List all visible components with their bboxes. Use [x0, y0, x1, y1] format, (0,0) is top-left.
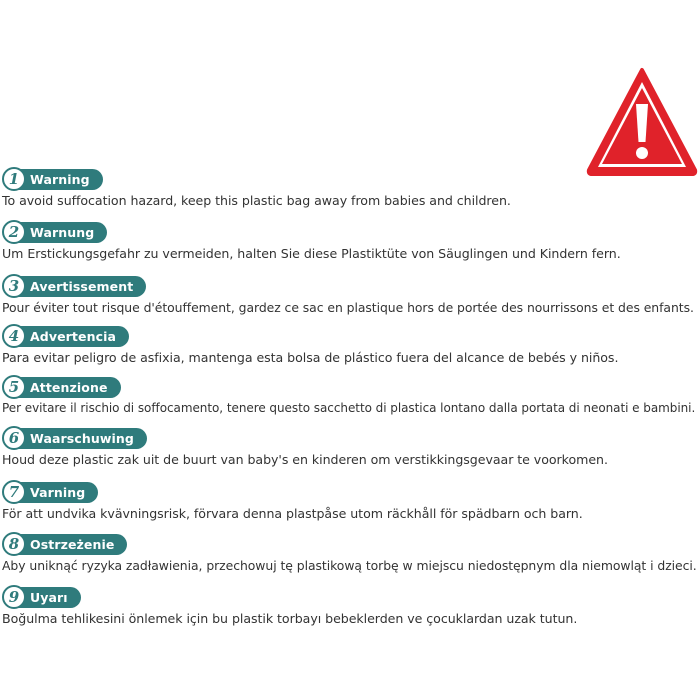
- badge-label: Warning: [14, 169, 103, 190]
- number-circle: 9: [2, 585, 26, 609]
- language-badge: [2, 480, 98, 504]
- number-circle: 5: [2, 375, 26, 399]
- badge-label: Varning: [14, 482, 98, 503]
- badge-label: Avertissement: [14, 276, 146, 297]
- badge-label: Warnung: [14, 222, 107, 243]
- warning-text: To avoid suffocation hazard, keep this plastic bag away from babies and children.: [2, 193, 511, 208]
- language-badge: [2, 585, 81, 609]
- number-circle: 8: [2, 532, 26, 556]
- language-badge: [2, 375, 121, 399]
- language-badge: [2, 426, 147, 450]
- badge-label: Waarschuwing: [14, 428, 147, 449]
- language-badge: [2, 220, 107, 244]
- badge-label: Advertencia: [14, 326, 129, 347]
- warning-text: Aby uniknąć ryzyka zadławienia, przechowuj tę plastikową torbę w miejscu niedostępnym dla niemowląt i dzieci.: [2, 558, 697, 573]
- number-circle: 4: [2, 324, 26, 348]
- badge-label: Uyarı: [14, 587, 81, 608]
- number-circle: 1: [2, 167, 26, 191]
- warning-text: Um Erstickungsgefahr zu vermeiden, halten Sie diese Plastiktüte von Säuglingen und Kindern fern.: [2, 246, 621, 261]
- language-badge: [2, 167, 103, 191]
- warning-text: Boğulma tehlikesini önlemek için bu plastik torbayı bebeklerden ve çocuklardan uzak tutun.: [2, 611, 578, 626]
- language-badge: [2, 324, 129, 348]
- language-badge: [2, 274, 146, 298]
- number-circle: 2: [2, 220, 26, 244]
- warning-text: Pour éviter tout risque d'étouffement, gardez ce sac en plastique hors de portée des nourrissons et des enfants.: [2, 300, 694, 315]
- number-circle: 7: [2, 480, 26, 504]
- warning-text: För att undvika kvävningsrisk, förvara denna plastpåse utom räckhåll för spädbarn och barn.: [2, 506, 583, 521]
- warning-text: Per evitare il rischio di soffocamento, tenere questo sacchetto di plastica lontano dalla portata di neonati e bambini.: [2, 401, 696, 415]
- badge-label: Ostrzeżenie: [14, 534, 127, 555]
- number-circle: 6: [2, 426, 26, 450]
- language-badge: [2, 532, 127, 556]
- badge-label: Attenzione: [14, 377, 121, 398]
- warning-text: Houd deze plastic zak uit de buurt van baby's en kinderen om verstikkingsgevaar te voorkomen.: [2, 452, 608, 467]
- warning-text: Para evitar peligro de asfixia, mantenga esta bolsa de plástico fuera del alcance de bebés y niños.: [2, 350, 619, 365]
- number-circle: 3: [2, 274, 26, 298]
